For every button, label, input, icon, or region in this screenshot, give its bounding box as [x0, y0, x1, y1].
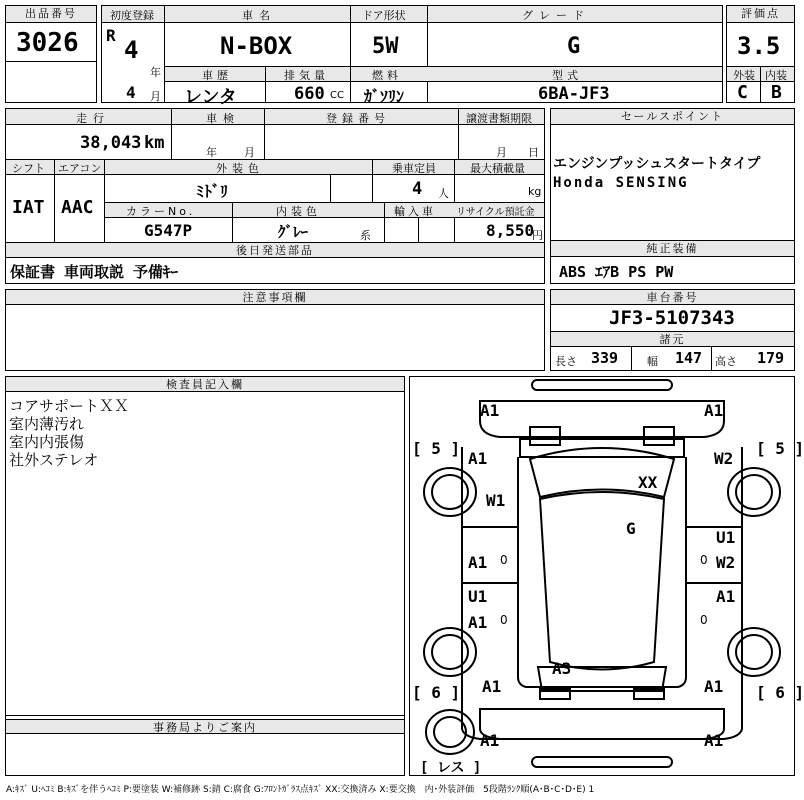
- damage-mark: W2: [714, 449, 734, 468]
- header-main: [101, 5, 723, 108]
- office-box: [5, 716, 405, 776]
- lot-number: 3026: [16, 28, 79, 58]
- notes-label: 注意事項欄: [6, 290, 544, 305]
- damage-mark: A3: [552, 659, 572, 678]
- color: ﾐﾄﾞﾘ: [196, 182, 229, 201]
- recycle: 8,550: [486, 221, 535, 240]
- insp-year-unit: 年: [206, 146, 217, 159]
- era: R: [106, 26, 116, 45]
- lot-box: [5, 5, 97, 103]
- recycle-label: リサイクル預託金: [456, 207, 535, 218]
- insp-month-unit: 月: [244, 146, 255, 159]
- interior: ｸﾞﾚｰ: [278, 223, 309, 241]
- damage-mark: A1: [468, 553, 488, 572]
- equipment-box: [550, 241, 795, 284]
- reg-year: 4: [124, 36, 139, 64]
- legend: A:ｷｽﾞ U:ﾍｺﾐ B:ｷｽﾞを伴うﾍｺﾐ P:要塗装 W:補修跡 S:錆 C:腐食 G:ﾌﾛﾝﾄｶﾞﾗｽ点ｷｽﾞ XX:交換済み X:要交換 内･外装評価 5段階ﾗﾝｸ順(A･B･C･D･E) 1: [6, 785, 595, 795]
- inspector-line-3: 室内内張傷: [9, 433, 85, 451]
- damage-mark: W1: [486, 491, 506, 510]
- height: 179: [757, 349, 785, 367]
- sales-line-1: エンジンプッシュスタートタイプ: [553, 156, 761, 172]
- shift: IAT: [12, 197, 45, 218]
- history: レンタ: [184, 87, 237, 108]
- interior-unit: 系: [360, 229, 371, 242]
- inspector-box: [5, 376, 405, 716]
- office-label: 事務局よりご案内: [6, 719, 404, 734]
- damage-mark: A1: [480, 401, 500, 420]
- damage-mark: A1: [704, 401, 724, 420]
- equipment: ABS ｴｱB PS PW: [559, 263, 674, 281]
- len-label: 長さ: [555, 355, 577, 368]
- door-label: ドア形状: [362, 9, 406, 22]
- damage-mark: U1: [716, 528, 736, 547]
- damage-mark: 0: [700, 553, 708, 567]
- hgt-label: 高さ: [715, 355, 737, 368]
- chassis-box: [550, 289, 795, 371]
- capacity-unit: 人: [438, 187, 449, 200]
- month-unit: 月: [150, 90, 161, 103]
- tire-fr: [ 5 ]: [756, 439, 804, 458]
- door-type: 5W: [372, 34, 399, 59]
- inspector-label: 検査員記入欄: [6, 377, 404, 392]
- transfer-month: 月: [496, 146, 507, 159]
- width: 147: [675, 349, 703, 367]
- sales-box: [550, 108, 795, 241]
- spare-tire: [ レス ]: [420, 760, 482, 776]
- history-label: 車歴: [202, 69, 232, 82]
- tire-rl: [ 6 ]: [412, 683, 461, 702]
- parts: 保証書 車両取説 予備ｷｰ: [10, 263, 179, 281]
- dim-label: 諸元: [551, 332, 794, 347]
- wid-label: 幅: [647, 355, 658, 368]
- model-label: 型式: [552, 69, 582, 82]
- ext-label: 外装: [733, 69, 755, 82]
- notes-box: [5, 289, 545, 371]
- damage-mark: A1: [480, 731, 500, 750]
- car-name: N-BOX: [220, 32, 293, 60]
- sales-label: セールスポイント: [551, 109, 794, 125]
- shift-label: シフト: [12, 162, 45, 175]
- inspection-label: 車検: [206, 112, 240, 125]
- damage-mark: A1: [482, 677, 502, 696]
- damage-mark: A1: [468, 449, 488, 468]
- cc-unit: CC: [330, 90, 344, 101]
- inspector-line-2: 室内薄汚れ: [9, 415, 85, 433]
- length: 339: [591, 349, 619, 367]
- mileage-label: 走行: [76, 112, 110, 125]
- damage-mark: A1: [468, 613, 488, 632]
- interior-label: 内装色: [276, 205, 321, 218]
- model: 6BA-JF3: [538, 84, 610, 104]
- damage-mark: A1: [716, 587, 736, 606]
- lot-label: 出品番号: [6, 6, 96, 23]
- tire-rr: [ 6 ]: [756, 683, 804, 702]
- ext-grade: C: [737, 82, 748, 103]
- damage-mark: G: [626, 519, 636, 538]
- colorno-label: カラーNo.: [126, 205, 196, 218]
- score-box: [726, 5, 795, 103]
- grade: G: [567, 34, 581, 59]
- damage-mark: A1: [704, 677, 724, 696]
- equipment-label: 純正装備: [551, 241, 794, 257]
- chassis-label: 車台番号: [551, 290, 794, 305]
- inspector-line-4: 社外ステレオ: [9, 451, 99, 469]
- score: 3.5: [737, 32, 781, 60]
- damage-mark: XX: [638, 473, 658, 492]
- specs-box: [5, 108, 545, 284]
- load-unit: kg: [528, 185, 542, 198]
- cc: 660: [294, 84, 325, 104]
- colorno: G547P: [144, 221, 193, 240]
- grade-label: グレード: [522, 9, 590, 22]
- ac-label: エアコン: [58, 162, 102, 175]
- score-label: 評価点: [727, 6, 794, 23]
- damage-mark: 0: [700, 613, 708, 627]
- damage-mark: U1: [468, 587, 488, 606]
- import-label: 輸入車: [394, 205, 436, 218]
- transfer-day: 日: [528, 146, 539, 159]
- recycle-unit: 円: [532, 229, 543, 242]
- sales-line-2: Honda SENSING: [553, 175, 689, 191]
- car-diagram: [409, 376, 804, 776]
- name-label: 車名: [242, 9, 276, 22]
- tire-fl: [ 5 ]: [412, 439, 461, 458]
- load-label: 最大積載量: [470, 162, 525, 175]
- fuel: ｶﾞｿﾘﾝ: [364, 87, 405, 106]
- int-grade: B: [771, 82, 782, 103]
- ac: AAC: [61, 197, 94, 218]
- fuel-label: 燃料: [372, 69, 402, 82]
- regno-label: 登録番号: [326, 112, 390, 125]
- inspector-line-1: コアサポートＸＸ: [9, 397, 130, 415]
- cc-label: 排気量: [284, 69, 329, 82]
- chassis-number: JF3-5107343: [609, 307, 735, 329]
- reg-label: 初度登録: [110, 9, 154, 22]
- int-label: 内装: [765, 69, 787, 82]
- reg-month: 4: [126, 83, 136, 102]
- damage-mark: W2: [716, 553, 736, 572]
- car-outline: [410, 377, 794, 775]
- damage-mark: 0: [500, 613, 508, 627]
- year-unit: 年: [150, 66, 161, 79]
- mileage: 38,043: [80, 133, 142, 153]
- parts-label: 後日発送部品: [6, 243, 544, 258]
- damage-mark: 0: [500, 553, 508, 567]
- color-label: 外装色: [216, 162, 264, 175]
- transfer-label: 譲渡書類期限: [466, 112, 532, 125]
- capacity-label: 乗車定員: [392, 162, 436, 175]
- capacity: 4: [412, 179, 423, 199]
- damage-mark: A1: [704, 731, 724, 750]
- mileage-unit: km: [144, 133, 165, 153]
